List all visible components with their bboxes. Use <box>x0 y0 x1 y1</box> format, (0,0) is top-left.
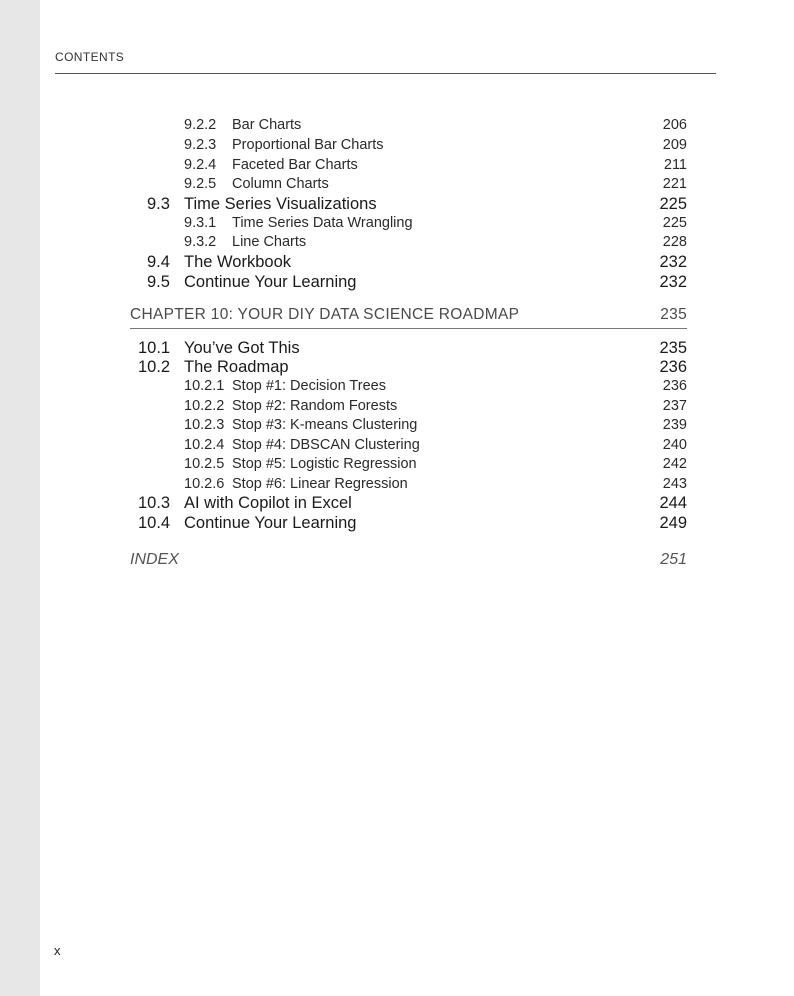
toc-entry-number: 10.2.2 <box>184 398 225 414</box>
toc-entry-page-number: 236 <box>662 378 687 394</box>
toc-entry-number: 10.1 <box>138 339 171 357</box>
toc-entry-title: AI with Copilot in Excel <box>184 494 352 512</box>
toc-entry-title: Stop #4: DBSCAN Clustering <box>232 437 420 453</box>
toc-entry-page-number: 235 <box>659 339 687 357</box>
toc-entry-title: Continue Your Learning <box>184 273 357 291</box>
index-title: INDEX <box>130 551 179 568</box>
toc-entry-number: 9.5 <box>147 273 170 291</box>
toc-entry-page-number: 232 <box>659 253 687 271</box>
toc-entry-title: Time Series Data Wrangling <box>232 215 413 231</box>
toc-entry-number: 10.2.1 <box>184 378 225 394</box>
toc-entry-page-number: 244 <box>659 494 687 512</box>
toc-entry-number: 9.2.2 <box>184 117 217 133</box>
toc-entry-number: 9.2.4 <box>184 157 217 173</box>
chapter-title: CHAPTER 10: YOUR DIY DATA SCIENCE ROADMAP <box>130 306 520 323</box>
toc-entry-title: Line Charts <box>232 234 307 250</box>
toc-entry-page-number: 243 <box>662 476 687 492</box>
toc-entry-number: 9.3.2 <box>184 234 217 250</box>
toc-entry-page-number: 225 <box>662 215 687 231</box>
toc-entry-page-number: 242 <box>662 456 687 472</box>
toc-entry-title: Proportional Bar Charts <box>232 137 384 153</box>
toc-entry-page-number: 239 <box>662 417 687 433</box>
toc-entry-page-number: 240 <box>662 437 687 453</box>
toc-entry-title: Continue Your Learning <box>184 514 357 532</box>
toc-entry-title: The Roadmap <box>184 358 289 376</box>
toc-entry-number: 10.2 <box>138 358 171 376</box>
page-folio: x <box>54 943 61 958</box>
toc-entry-number: 9.3 <box>147 195 170 213</box>
toc-entry-title: Column Charts <box>232 176 329 192</box>
index-page-number: 251 <box>660 551 687 568</box>
index-entry[interactable] <box>130 551 687 569</box>
toc-entry-page-number: 206 <box>662 117 687 133</box>
toc-entry-title: Stop #6: Linear Regression <box>232 476 408 492</box>
toc-entry-title: Time Series Visualizations <box>184 195 377 213</box>
toc-entry-title: The Workbook <box>184 253 291 271</box>
header-rule <box>55 73 716 74</box>
toc-entry-number: 10.2.4 <box>184 437 225 453</box>
toc-entry-page-number: 249 <box>659 514 687 532</box>
toc-entry-number: 9.2.3 <box>184 137 217 153</box>
toc-entry-page-number: 236 <box>659 358 687 376</box>
chapter-rule <box>130 328 687 329</box>
toc-entry-title: Stop #2: Random Forests <box>232 398 398 414</box>
toc-entry-number: 9.2.5 <box>184 176 217 192</box>
toc-entry-page-number: 225 <box>659 195 687 213</box>
toc-entry-number: 10.3 <box>138 494 171 512</box>
toc-entry-number: 9.4 <box>147 253 170 271</box>
toc-entry-page-number: 228 <box>662 234 687 250</box>
toc-entry-number: 10.2.3 <box>184 417 225 433</box>
toc-entry-number: 9.3.1 <box>184 215 217 231</box>
toc-entry-page-number: 209 <box>662 137 687 153</box>
toc-entry-title: Bar Charts <box>232 117 302 133</box>
toc-entry-title: Stop #3: K-means Clustering <box>232 417 418 433</box>
toc-entry-number: 10.4 <box>138 514 171 532</box>
toc-entry-page-number: 237 <box>662 398 687 414</box>
toc-entry-page-number: 232 <box>659 273 687 291</box>
toc-entry-title: Stop #5: Logistic Regression <box>232 456 417 472</box>
toc-entry-title: You’ve Got This <box>184 339 300 357</box>
toc-entry-page-number: 221 <box>662 176 687 192</box>
toc-entry-number: 10.2.5 <box>184 456 225 472</box>
toc-entry-page-number: 211 <box>663 157 687 173</box>
running-head: CONTENTS <box>55 50 125 64</box>
toc-entry-title: Stop #1: Decision Trees <box>232 378 386 394</box>
chapter-heading[interactable] <box>130 306 687 324</box>
toc-entry-number: 10.2.6 <box>184 476 225 492</box>
page-gutter <box>0 0 40 996</box>
toc-entry-title: Faceted Bar Charts <box>232 157 358 173</box>
chapter-page-number: 235 <box>660 306 687 323</box>
